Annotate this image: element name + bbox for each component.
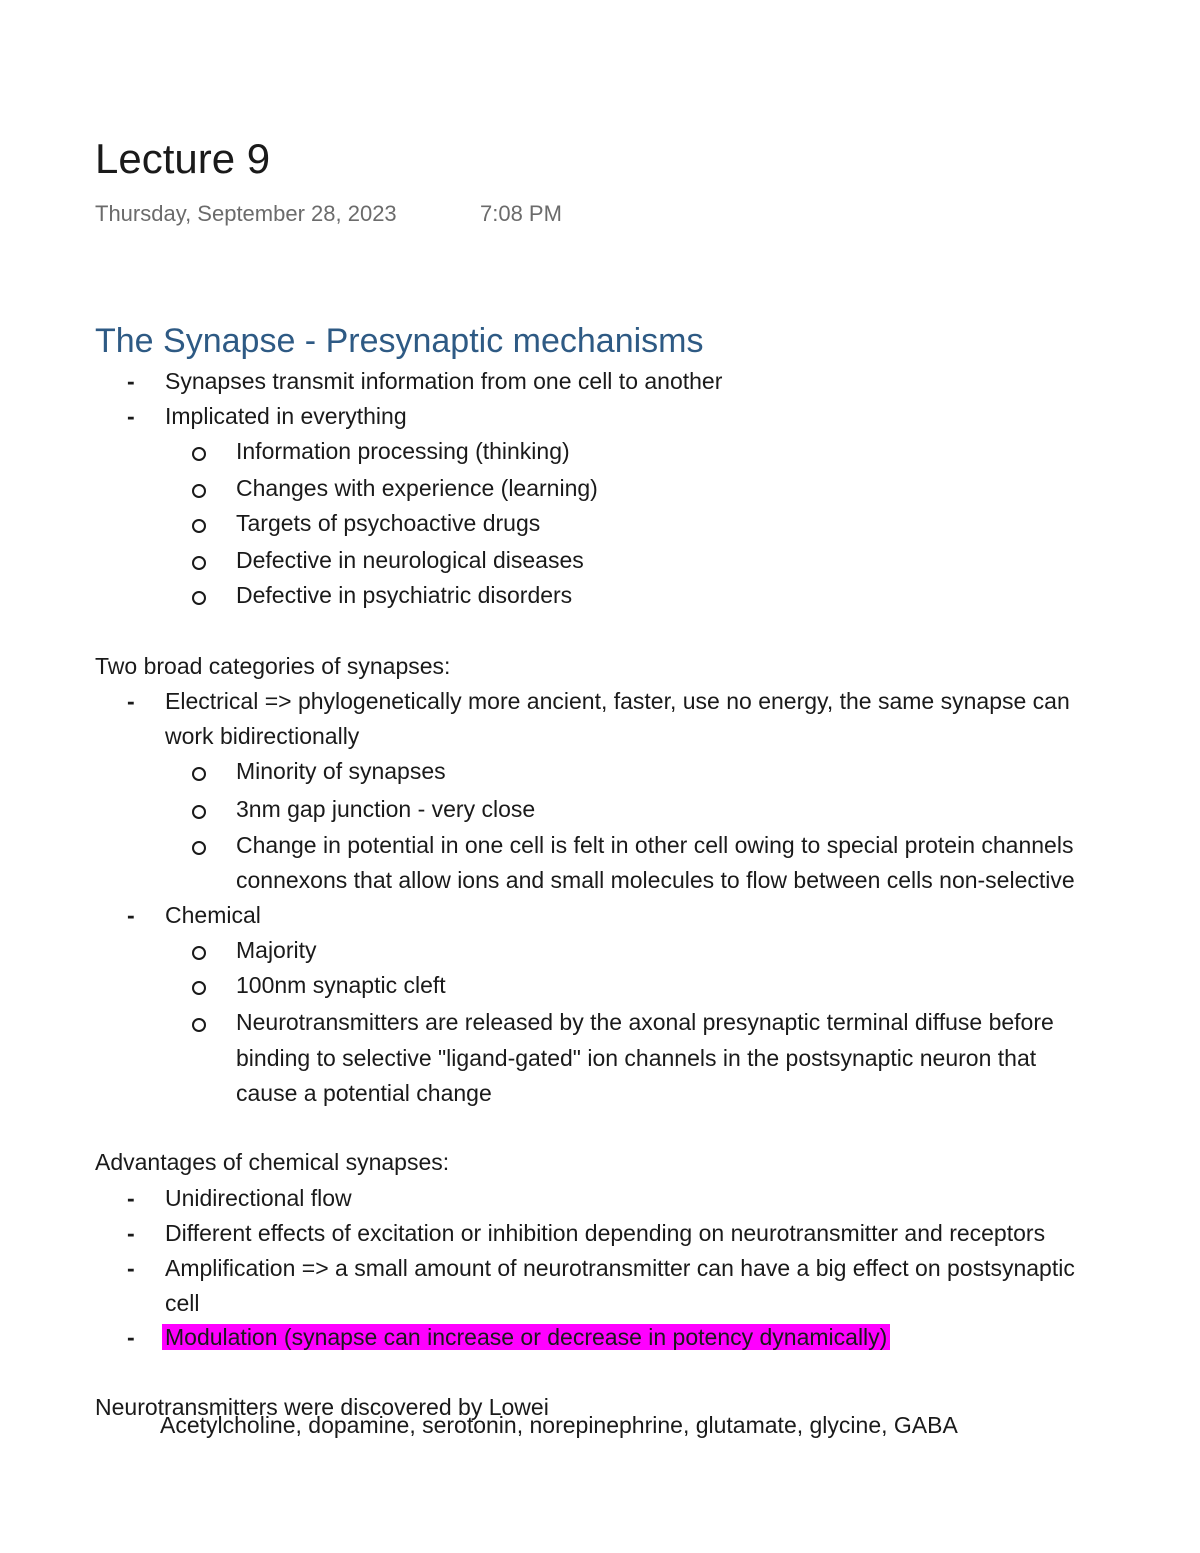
circle-bullet-icon	[192, 1018, 206, 1032]
list-item: Defective in psychiatric disorders	[236, 582, 573, 608]
list-item: Implicated in everything	[165, 403, 407, 429]
circle-bullet-icon	[192, 447, 206, 461]
list-item: Changes with experience (learning)	[236, 475, 598, 501]
dash-bullet: -	[127, 1255, 135, 1281]
list-item: Defective in neurological diseases	[236, 547, 584, 573]
circle-bullet-icon	[192, 805, 206, 819]
advantages-intro: Advantages of chemical synapses:	[95, 1149, 450, 1175]
dash-bullet: -	[127, 403, 135, 429]
list-item-continuation: binding to selective "ligand-gated" ion channels in the postsynaptic neuron that	[236, 1045, 1037, 1071]
dash-bullet: -	[127, 368, 135, 394]
list-item: Neurotransmitters are released by the axonal presynaptic terminal diffuse before	[236, 1009, 1054, 1035]
circle-bullet-icon	[192, 591, 206, 605]
list-item: 100nm synaptic cleft	[236, 972, 446, 998]
circle-bullet-icon	[192, 946, 206, 960]
highlighted-list-item	[165, 1322, 890, 1352]
dash-bullet: -	[127, 1220, 135, 1246]
circle-bullet-icon	[192, 981, 206, 995]
list-item: Chemical	[165, 902, 261, 928]
list-item: Information processing (thinking)	[236, 438, 570, 464]
section-heading: The Synapse - Presynaptic mechanisms	[95, 322, 704, 360]
note-date: Thursday, September 28, 2023	[95, 201, 397, 226]
dash-bullet: -	[127, 1324, 135, 1350]
list-item: Majority	[236, 937, 317, 963]
circle-bullet-icon	[192, 519, 206, 533]
page-title: Lecture 9	[95, 135, 271, 182]
circle-bullet-icon	[192, 841, 206, 855]
list-item-continuation: connexons that allow ions and small molecules to flow between cells non-selective	[236, 867, 1075, 893]
list-item: Electrical => phylogenetically more ancient, faster, use no energy, the same synapse can	[165, 688, 1070, 714]
circle-bullet-icon	[192, 767, 206, 781]
list-item: Synapses transmit information from one cell to another	[165, 368, 723, 394]
list-item: Unidirectional flow	[165, 1185, 352, 1211]
list-item: Targets of psychoactive drugs	[236, 510, 541, 536]
circle-bullet-icon	[192, 556, 206, 570]
clipped-next-line	[160, 1412, 958, 1440]
categories-intro: Two broad categories of synapses:	[95, 653, 451, 679]
circle-bullet-icon	[192, 484, 206, 498]
highlight-mark: Modulation (synapse can increase or decrease in potency dynamically)	[162, 1324, 890, 1350]
list-item-continuation: work bidirectionally	[165, 723, 360, 749]
list-item-continuation: cell	[165, 1290, 200, 1316]
list-item: Different effects of excitation or inhibition depending on neurotransmitter and receptors	[165, 1220, 1046, 1246]
note-time: 7:08 PM	[480, 201, 562, 226]
dash-bullet: -	[127, 688, 135, 714]
list-item: Amplification => a small amount of neurotransmitter can have a big effect on postsynaptic	[165, 1255, 1075, 1281]
list-item: 3nm gap junction - very close	[236, 796, 536, 822]
dash-bullet: -	[127, 902, 135, 928]
list-item: Minority of synapses	[236, 758, 446, 784]
dash-bullet: -	[127, 1185, 135, 1211]
list-item: Change in potential in one cell is felt in other cell owing to special protein channels	[236, 832, 1074, 858]
discovery-line: Neurotransmitters were discovered by Lowei	[95, 1394, 549, 1420]
list-item-continuation: cause a potential change	[236, 1080, 492, 1106]
list-item-partial: Acetylcholine, dopamine, serotonin, norepinephrine, glutamate, glycine, GABA	[160, 1412, 958, 1438]
